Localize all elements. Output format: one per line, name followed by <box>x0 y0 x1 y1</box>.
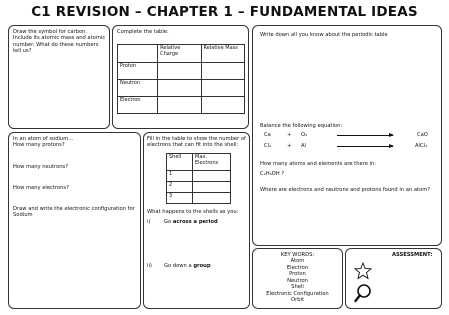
equation-2-reactant-a: Cl₂ <box>264 143 272 149</box>
part-i-number: i) <box>147 219 151 225</box>
carbon-question: Draw the symbol for carbon. Include its atomic mass and atomic number. What do these numbers tell us? <box>13 29 106 54</box>
equation-2-arrow <box>337 146 393 147</box>
shells-prompt: Fill in the table to show the number of electrons that can fit into the shell: <box>147 136 246 149</box>
table-row <box>118 80 245 97</box>
keyword-item: Proton <box>289 271 306 277</box>
sodium-intro: In an atom of sodium… <box>13 136 74 142</box>
answer-cell[interactable] <box>193 193 231 204</box>
equation-2-product: AlCl₃ <box>415 143 428 149</box>
shells-box <box>143 132 250 309</box>
keyword-item: Orbit <box>291 297 304 303</box>
shells-table <box>166 153 231 204</box>
answer-cell[interactable] <box>158 97 201 114</box>
shell-number: 3 <box>167 193 193 204</box>
table-header-cell: Relative Mass <box>201 45 244 63</box>
page-title: C1 REVISION – CHAPTER 1 – FUNDAMENTAL IDEAS <box>31 4 418 20</box>
assessment-box <box>345 248 442 309</box>
particle-table-heading: Complete the table: <box>117 29 169 35</box>
equation-1-reactant-b: O₂ <box>301 132 308 138</box>
balance-heading: Balance the following equation: <box>260 123 343 129</box>
answer-cell[interactable] <box>201 63 244 80</box>
table-header-cell: Shell <box>167 154 193 171</box>
particle-table-box <box>112 25 249 129</box>
row-label-neutron: Neutron <box>118 80 158 97</box>
shells-question: What happens to the shells as you: <box>147 209 239 215</box>
keyword-item: Electronic Configuration <box>266 290 329 297</box>
keyword-item: Atom <box>290 258 305 264</box>
neutrons-question: How many neutrons? <box>13 164 68 170</box>
table-row <box>167 182 231 193</box>
answer-cell[interactable] <box>193 171 231 182</box>
equation-1-reactant-a: Ca <box>264 132 271 138</box>
keyword-item: Neutron <box>287 277 308 284</box>
keywords-box <box>252 248 343 309</box>
periodic-table-prompt: Write down all you know about the periodic table <box>260 32 388 38</box>
shell-number: 1 <box>167 171 193 182</box>
part-ii-number: ii) <box>147 263 152 269</box>
star-icon <box>354 262 372 280</box>
table-row <box>118 97 245 114</box>
table-header-cell: Relative Charge <box>158 45 201 63</box>
row-label-proton: Proton <box>118 63 158 80</box>
table-row <box>167 154 231 171</box>
periodic-table-box <box>252 25 442 246</box>
electrons-question: How many electrons? <box>13 185 69 191</box>
table-header-cell: Max. Electrons <box>193 154 231 171</box>
table-row <box>118 63 245 80</box>
part-i-text: Go across a period <box>164 219 218 225</box>
table-row <box>118 45 245 63</box>
row-label-electron: Electron <box>118 97 158 114</box>
equation-2-reactant-b: Al <box>301 143 306 149</box>
equation-1-product: CaO <box>417 132 428 138</box>
protons-question: How many protons? <box>13 142 65 148</box>
carbon-box <box>8 25 110 129</box>
answer-cell[interactable] <box>201 97 244 114</box>
table-row <box>167 171 231 182</box>
equation-2-plus: + <box>287 143 292 149</box>
sodium-box <box>8 132 141 309</box>
ethanol-formula: C₂H₅OH ? <box>260 171 285 177</box>
answer-cell[interactable] <box>193 182 231 193</box>
equation-1-arrow <box>337 135 393 136</box>
keywords-heading: KEY WORDS: <box>280 252 315 258</box>
assessment-heading: ASSESSMENT: <box>392 252 433 258</box>
keyword-item: Electron <box>286 264 309 271</box>
electronic-configuration-question: Draw and write the electronic configuration for Sodium <box>13 206 135 219</box>
particle-location-question: Where are electrons and neutrons and protons found in an atom? <box>260 187 431 193</box>
answer-cell[interactable] <box>158 63 201 80</box>
answer-cell[interactable] <box>201 80 244 97</box>
shell-number: 2 <box>167 182 193 193</box>
part-ii-text: Go down a group <box>164 263 211 269</box>
table-row <box>167 193 231 204</box>
answer-cell[interactable] <box>158 80 201 97</box>
atoms-elements-question: How many atoms and elements are there in: <box>260 161 377 167</box>
magnifier-icon <box>354 283 372 303</box>
equation-1-plus: + <box>287 132 292 138</box>
table-header-cell <box>118 45 158 63</box>
keyword-item: Shell <box>291 284 304 290</box>
particle-table <box>117 44 245 114</box>
